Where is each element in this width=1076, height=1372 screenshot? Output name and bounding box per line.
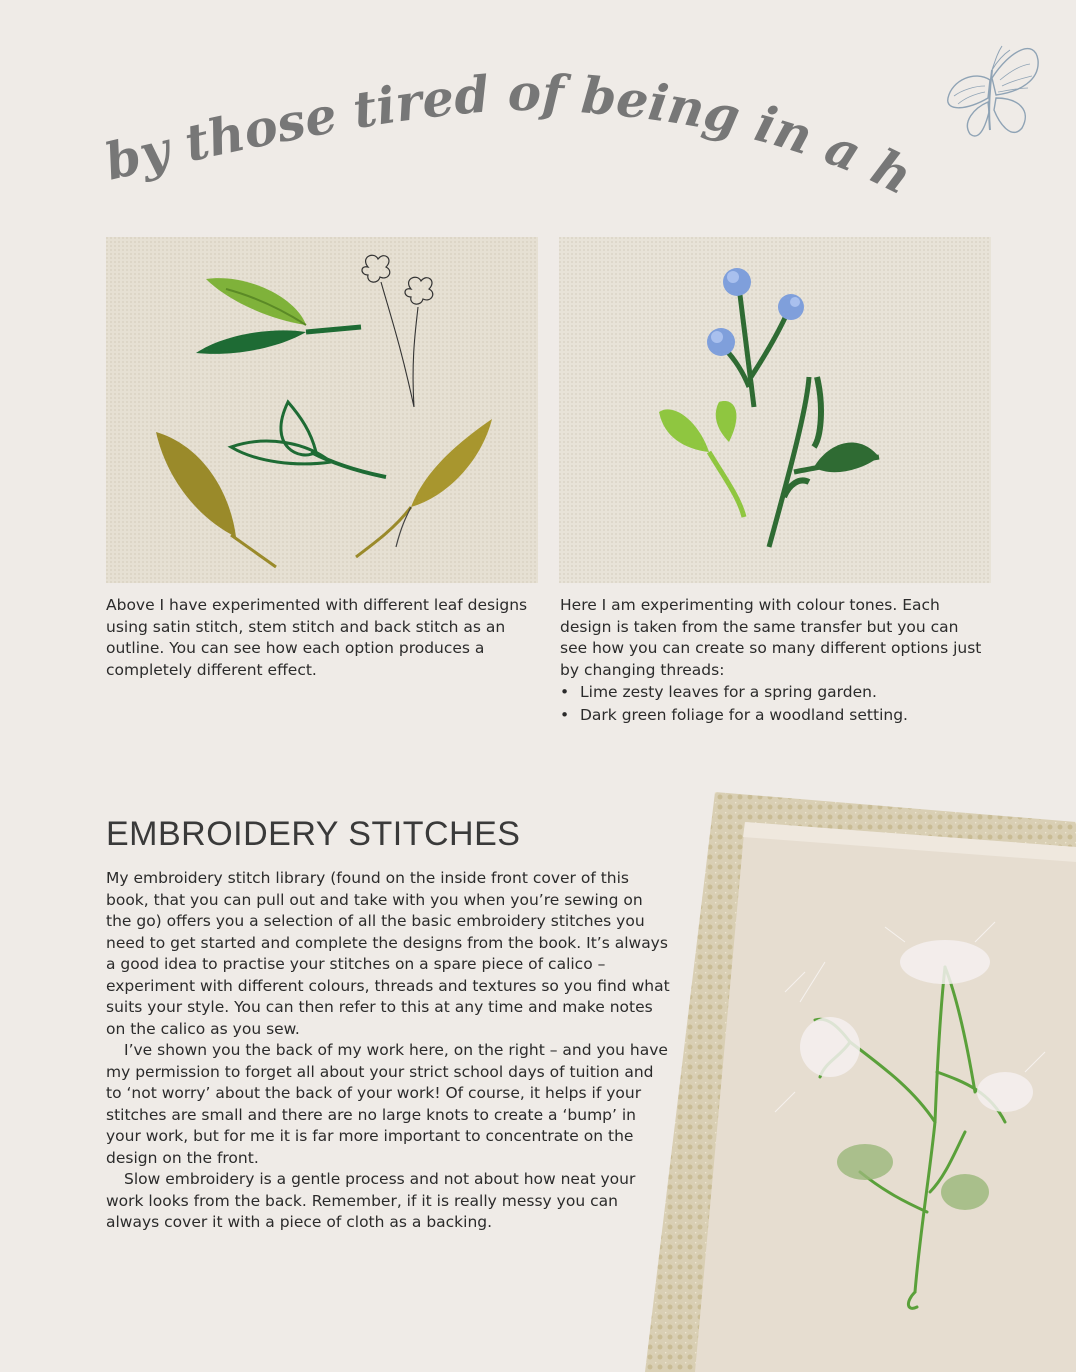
list-item: • Lime zesty leaves for a spring garden. (560, 681, 990, 704)
leaf-designs-photo (106, 237, 538, 583)
caption-left: Above I have experimented with different leaf designs using satin stitch, stem stitch and back stitch as an outline. You can see how each option produces a completely different effect. (106, 596, 528, 679)
paragraph: Slow embroidery is a gentle process and not about how neat your work looks from the back. Remember, if it is really messy you can always cover it with a piece of cloth as a backing. (106, 1170, 636, 1231)
headline-textpath: by those tired of being in a hurry. (81, 23, 922, 206)
headline (81, 23, 922, 220)
section-body (106, 868, 671, 1234)
caption-right-intro: Here I am experimenting with colour tones. Each design is taken from the same transfer but you can see how you can create so many different options just by changing threads: (560, 596, 982, 679)
flower-colour-tones-photo (559, 237, 991, 583)
paragraph: My embroidery stitch library (found on the inside front cover of this book, that you can pull out and take with you when you’re sewing on the go) offers you a selection of all the basic embroidery stitches you need to get started and complete the designs from the book. It’s always a good idea to practise your stitches on a spare piece of calico – experiment with different colours, threads and textures so you find what suits your style. You can then refer to this at any time and make notes on the calico as you sew. (106, 869, 670, 1038)
list-item: • Dark green foliage for a woodland setting. (560, 704, 990, 727)
section-title: EMBROIDERY STITCHES (106, 815, 521, 853)
caption-right-list (560, 681, 990, 727)
butterfly-icon (940, 40, 1045, 145)
paragraph: I’ve shown you the back of my work here, on the right – and you have my permission to forget all about your strict school days of tuition and to ‘not worry’ about the back of your work! Of course, it helps if your stitches are small and there are no large knots to create a ‘bump’ in your work, but for me it is far more important to concentrate on the design on the front. (106, 1041, 668, 1167)
caption-right (560, 595, 990, 727)
embroidery-back-photo (645, 792, 1076, 1372)
headline-text (82, 23, 921, 206)
